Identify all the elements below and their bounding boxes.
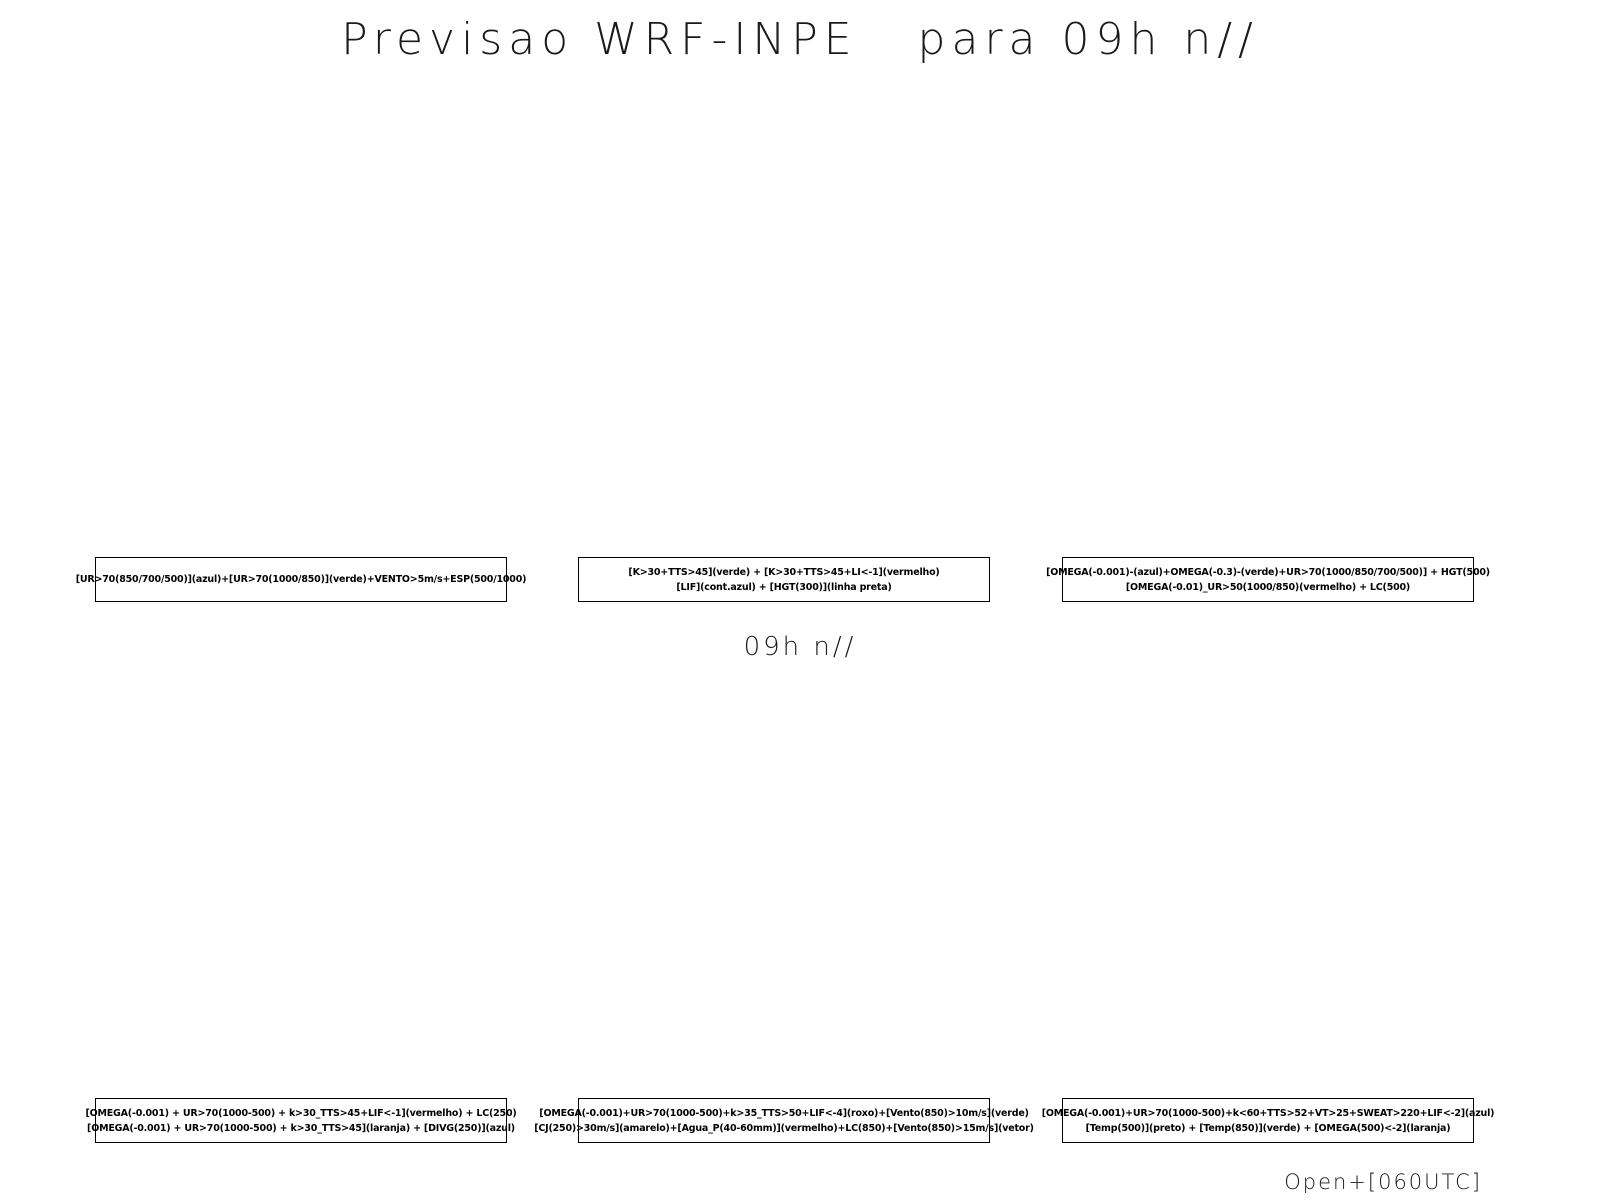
legend-line: [LIF](cont.azul) + [HGT(300)](linha preta) xyxy=(676,581,892,593)
map-panel-top-left xyxy=(95,90,507,550)
legend-box-omega-lc250 xyxy=(85,1098,517,1143)
legend-line: [OMEGA(-0.001) + UR>70(1000-500) + k>30_TTS>45](laranja) + [DIVG(250)](azul) xyxy=(87,1122,515,1134)
map-panel-bottom-left xyxy=(95,690,507,1090)
legend-box-ur xyxy=(75,557,527,602)
legend-box-omega xyxy=(1046,557,1490,602)
legend-box-omega-sweat xyxy=(1041,1098,1495,1143)
legend-line: [OMEGA(-0.001)-(azul)+OMEGA(-0.3)-(verde)+UR>70(1000/850/700/500)] + HGT(500) xyxy=(1046,566,1490,578)
legend-line: [K>30+TTS>45](verde) + [K>30+TTS>45+LI<-1](vermelho) xyxy=(628,566,940,578)
map-panel-top-right xyxy=(1062,90,1474,550)
map-panel-bottom-right xyxy=(1062,690,1474,1090)
legend-box-omega-cj250 xyxy=(534,1098,1034,1143)
page-title: Previsao WRF-INPE para 09h n// xyxy=(341,14,1259,65)
legend-line: [Temp(500)](preto) + [Temp(850)](verde) + [OMEGA(500)<-2](laranja) xyxy=(1085,1122,1451,1134)
legend-line: [CJ(250)>30m/s](amarelo)+[Agua_P(40-60mm)](vermelho)+LC(850)+[Vento(850)>15m/s](vetor) xyxy=(534,1122,1034,1134)
map-panel-bottom-center xyxy=(578,690,990,1090)
legend-line: [OMEGA(-0.01)_UR>50(1000/850)(vermelho) + LC(500) xyxy=(1125,581,1411,593)
map-panel-top-center xyxy=(578,90,990,550)
legend-line: [OMEGA(-0.001)+UR>70(1000-500)+k<60+TTS>52+VT>25+SWEAT>220+LIF<-2](azul) xyxy=(1041,1107,1495,1119)
legend-box-k-index xyxy=(578,557,990,602)
legend-line: [UR>70(850/700/500)](azul)+[UR>70(1000/850)](verde)+VENTO>5m/s+ESP(500/1000) xyxy=(75,574,527,585)
legend-line: [OMEGA(-0.001) + UR>70(1000-500) + k>30_TTS>45+LIF<-1](vermelho) + LC(250) xyxy=(85,1107,517,1119)
footer-note: Open+[060UTC] xyxy=(1284,1170,1482,1194)
mid-subtitle: 09h n// xyxy=(743,632,857,662)
legend-line: [OMEGA(-0.001)+UR>70(1000-500)+k>35_TTS>50+LIF<-4](roxo)+[Vento(850)>10m/s](verde) xyxy=(539,1107,1029,1119)
